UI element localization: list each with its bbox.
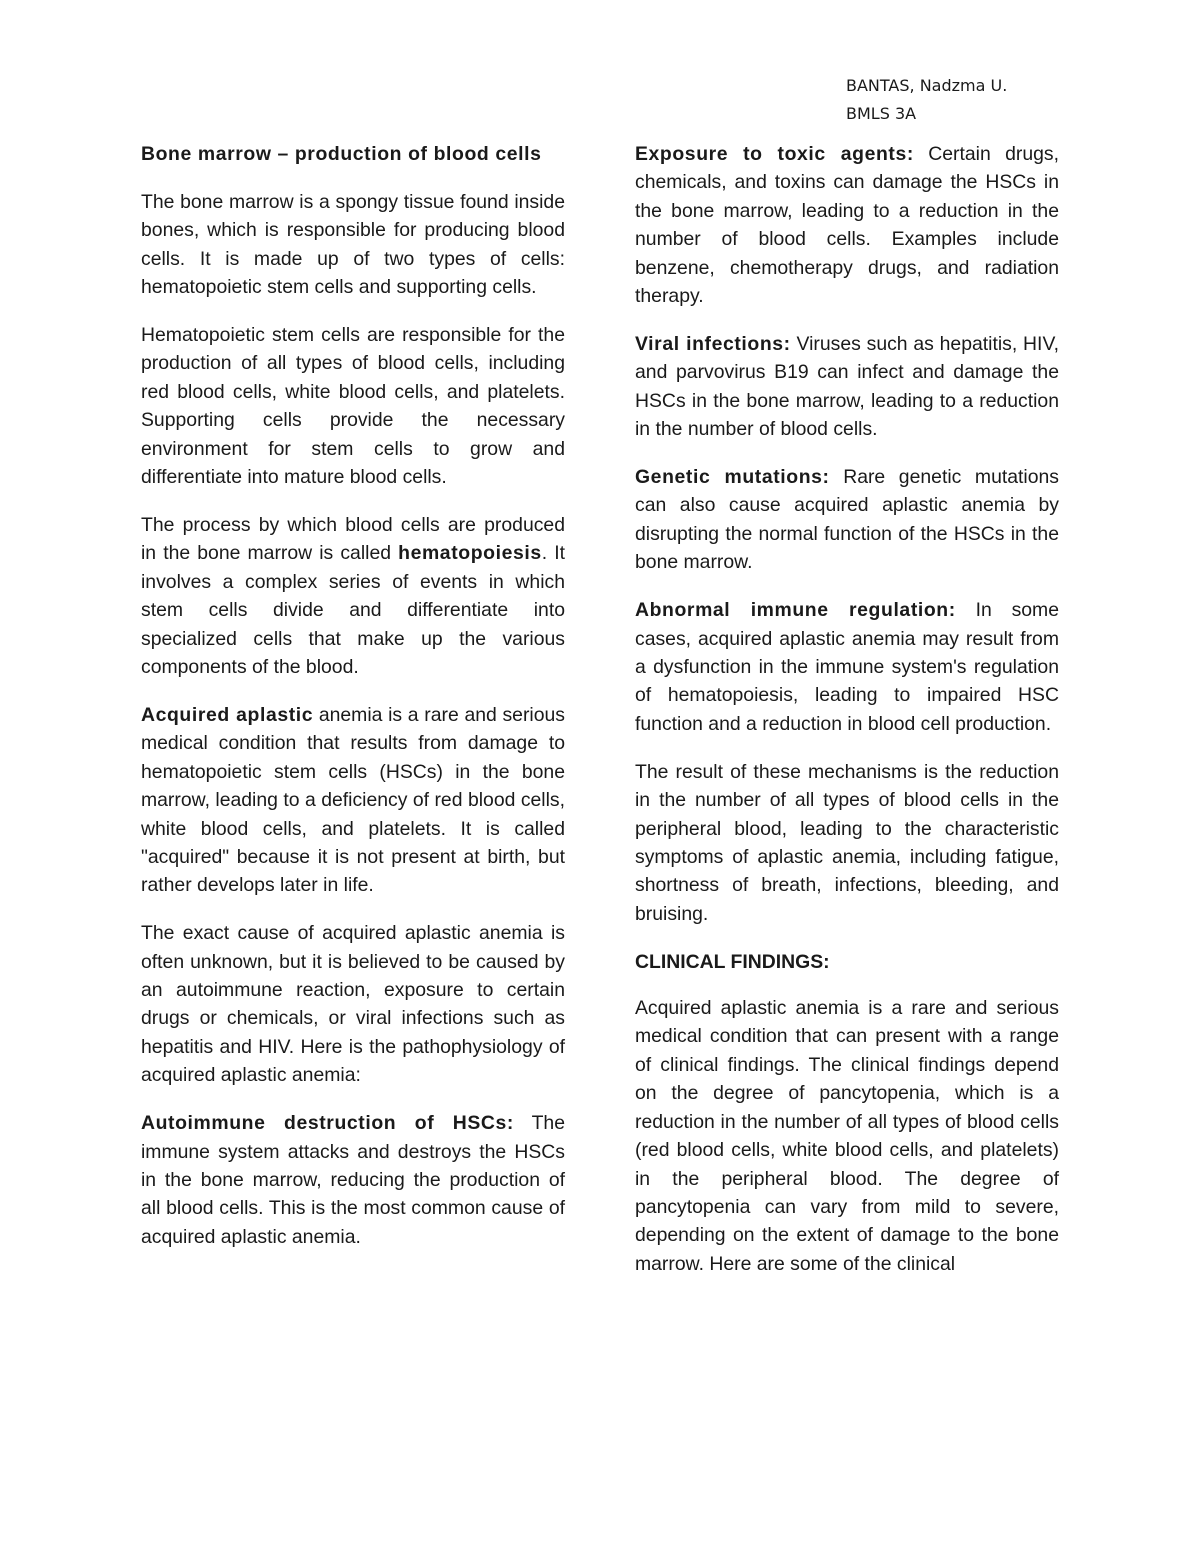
- term-immune-regulation: Abnormal immune regulation:: [635, 599, 956, 622]
- paragraph-hematopoiesis: [141, 511, 565, 681]
- paragraph-text: Rare genetic mutations can also cause acquired aplastic anemia by disrupting the normal function of the HSCs in the bone marrow.: [635, 466, 1059, 574]
- left-column: [141, 140, 565, 1271]
- course-label: BMLS 3A: [846, 104, 917, 123]
- paragraph-viral-infections: [635, 330, 1059, 444]
- paragraph-text: The immune system attacks and destroys the HSCs in the bone marrow, reducing the production of all blood cells. This is the most common cause of acquired aplastic anemia.: [141, 1112, 565, 1248]
- term-hematopoiesis: hematopoiesis: [398, 542, 542, 565]
- paragraph-acquired-aplastic: [141, 701, 565, 900]
- paragraph-bone-marrow-intro: The bone marrow is a spongy tissue found inside bones, which is responsible for producing blood cells. It is made up of two types of cells: hematopoietic stem cells and supporting cells.: [141, 190, 565, 299]
- section-title-text: Bone marrow – production of blood cells: [141, 143, 542, 165]
- paragraph-text: Certain drugs, chemicals, and toxins can damage the HSCs in the bone marrow, leading to a reduction in the number of blood cells. Examples include benzene, chemotherapy drugs, and radiation therapy.: [635, 143, 1059, 308]
- term-genetic-mutations: Genetic mutations:: [635, 466, 830, 489]
- term-autoimmune-destruction: Autoimmune destruction of HSCs:: [141, 1112, 514, 1135]
- paragraph-text: In some cases, acquired aplastic anemia may result from a dysfunction in the immune system's regulation of hematopoiesis, leading to impaired HSC function and a reduction in blood cell production.: [635, 599, 1059, 735]
- paragraph-genetic-mutations: [635, 463, 1059, 577]
- paragraph-text: Viruses such as hepatitis, HIV, and parvovirus B19 can infect and damage the HSCs in the bone marrow, leading to a reduction in the number of blood cells.: [635, 332, 1059, 441]
- paragraph-text: . It involves a complex series of events in which stem cells divide and differentiate into specialized cells that make up the various components of the blood.: [141, 542, 565, 678]
- paragraph-text: anemia is a rare and serious medical condition that results from damage to hematopoietic stem cells (HSCs) in the bone marrow, leading to a deficiency of red blood cells, white blood cells, and platelets. It is called "acquired" because it is not present at birth, but rather develops later in life.: [141, 703, 565, 897]
- term-acquired-aplastic: Acquired aplastic: [141, 703, 314, 726]
- paragraph-clinical-findings: Acquired aplastic anemia is a rare and serious medical condition that can present with a range of clinical findings. The clinical findings depend on the degree of pancytopenia, which is a reduction in the number of all types of blood cells (red blood cells, white blood cells, and platelets) in the peripheral blood. The degree of pancytopenia can vary from mild to severe, depending on the extent of damage to the bone marrow. Here are some of the clinical: [635, 997, 1059, 1275]
- paragraph-hematopoietic-stem-cells: Hematopoietic stem cells are responsible for the production of all types of blood cells, including red blood cells, white blood cells, and platelets. Supporting cells provide the necessary environment for stem cells to grow and differentiate into mature blood cells.: [141, 324, 565, 489]
- author-name: BANTAS, Nadzma U.: [846, 76, 1008, 95]
- paragraph-text: The process by which blood cells are produced in the bone marrow is called: [141, 513, 565, 565]
- document-header: [846, 72, 1007, 128]
- paragraph-exact-cause: The exact cause of acquired aplastic anemia is often unknown, but it is believed to be caused by an autoimmune reaction, exposure to certain drugs or chemicals, or viral infections such as hepatitis and HIV. Here is the pathophysiology of acquired aplastic anemia:: [141, 922, 565, 1087]
- paragraph-result-mechanisms: The result of these mechanisms is the reduction in the number of all types of blood cells in the peripheral blood, leading to the characteristic symptoms of aplastic anemia, including fatigue, shortness of breath, infections, bleeding, and bruising.: [635, 760, 1059, 925]
- paragraph-immune-regulation: [635, 596, 1059, 738]
- paragraph-autoimmune-destruction: [141, 1109, 565, 1251]
- clinical-findings-heading: CLINICAL FINDINGS:: [635, 950, 830, 973]
- term-toxic-agents: Exposure to toxic agents:: [635, 143, 914, 165]
- section-title: [141, 140, 565, 168]
- term-viral-infections: Viral infections:: [635, 332, 791, 355]
- paragraph-toxic-agents: [635, 140, 1059, 310]
- right-column: [635, 140, 1059, 1298]
